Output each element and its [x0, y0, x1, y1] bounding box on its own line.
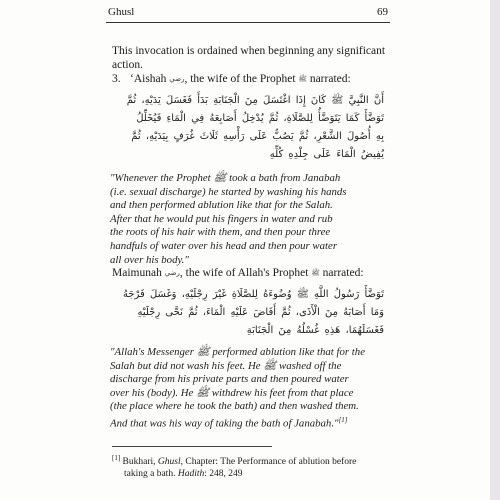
page-number: 69 — [377, 6, 388, 18]
footnote-rule — [112, 446, 272, 447]
intro-paragraph: This invocation is ordained when beginning any significant action. — [112, 45, 386, 71]
footnote: [1] Bukhari, Ghusl, Chapter: The Performance of ablution before taking a bath. Hadith: 248, 249 — [112, 454, 357, 480]
footnote-marker: [1] — [112, 454, 121, 462]
honorific-icon: رضي — [169, 75, 185, 83]
hadith2-heading: Maimunah رضي, the wife of Allah's Prophet ﷺ narrated: — [112, 267, 364, 279]
narrator-name: Maimunah — [112, 267, 162, 279]
honorific-icon: رضي — [164, 269, 180, 277]
narrator-name: ‘Aishah — [130, 73, 167, 85]
hadith2-translation: "Allah's Messenger ﷺ performed ablution like that for the Salah but did not wash his feet. He ﷺ washed off the discharge from his private parts and then poured water over his (body). He ﷺ withdrew his feet from that place (the place where he took the bath) and then washed them. And that was his way of taking the bath of Janabah."[1] — [110, 346, 365, 430]
hadith1-heading: 3. ‘Aishah رضي, the wife of the Prophet ﷺ narrated: — [112, 73, 351, 85]
hadith1-arabic: أَنَّ النَّبِيَّ ﷺ كَانَ إِذَا اغْتَسَلَ مِنَ الْجَنَابَةِ بَدَأَ فَغَسَلَ يَدَيْهِ، ثُمَّ تَوَضَّأَ كَمَا يَتَوَضَّأُ لِلصَّلَاةِ، ثُمَّ يُدْخِلُ أَصَابِعَهُ فِي الْمَاءِ فَيُخَلِّلُ بِهِ أُصُولَ الشَّعْرِ، ثُمَّ يَصُبُّ عَلَى رَأْسِهِ ثَلَاثَ غُرَفٍ بِيَدَيْهِ، ثُمَّ يُفِيضُ الْمَاءَ عَلَى جِلْدِهِ كُلِّهِ — [126, 95, 384, 160]
header-rule — [106, 22, 390, 23]
footnote-reference[interactable]: [1] — [338, 415, 348, 424]
honorific-icon: ﷺ — [311, 269, 320, 277]
page-edge — [490, 0, 500, 500]
running-head — [108, 6, 388, 18]
honorific-icon: ﷺ — [298, 75, 307, 83]
hadith-number: 3. — [112, 73, 121, 85]
hadith2-arabic: تَوَضَّأَ رَسُولُ اللَّهِ ﷺ وُضُوءَهُ لِلصَّلَاةِ غَيْرَ رِجْلَيْهِ، وَغَسَلَ فَرْجَهُ وَمَا أَصَابَهُ مِنَ الْأَذَى، ثُمَّ أَفَاضَ عَلَيْهِ الْمَاءَ، ثُمَّ نَحَّى رِجْلَيْهِ فَغَسَلَهُمَا، هَذِهِ غُسْلُهُ مِنَ الْجَنَابَةِ — [122, 289, 384, 336]
hadith1-translation: "Whenever the Prophet ﷺ took a bath from Janabah (i.e. sexual discharge) he started by washing his hands and then performed ablution like that for the Salah. After that he would put his fingers in water and rub the roots of his hair with them, and then pour three handfuls of water over his head and then pour water all over his body." — [110, 172, 347, 266]
chapter-title: Ghusl — [108, 6, 135, 18]
